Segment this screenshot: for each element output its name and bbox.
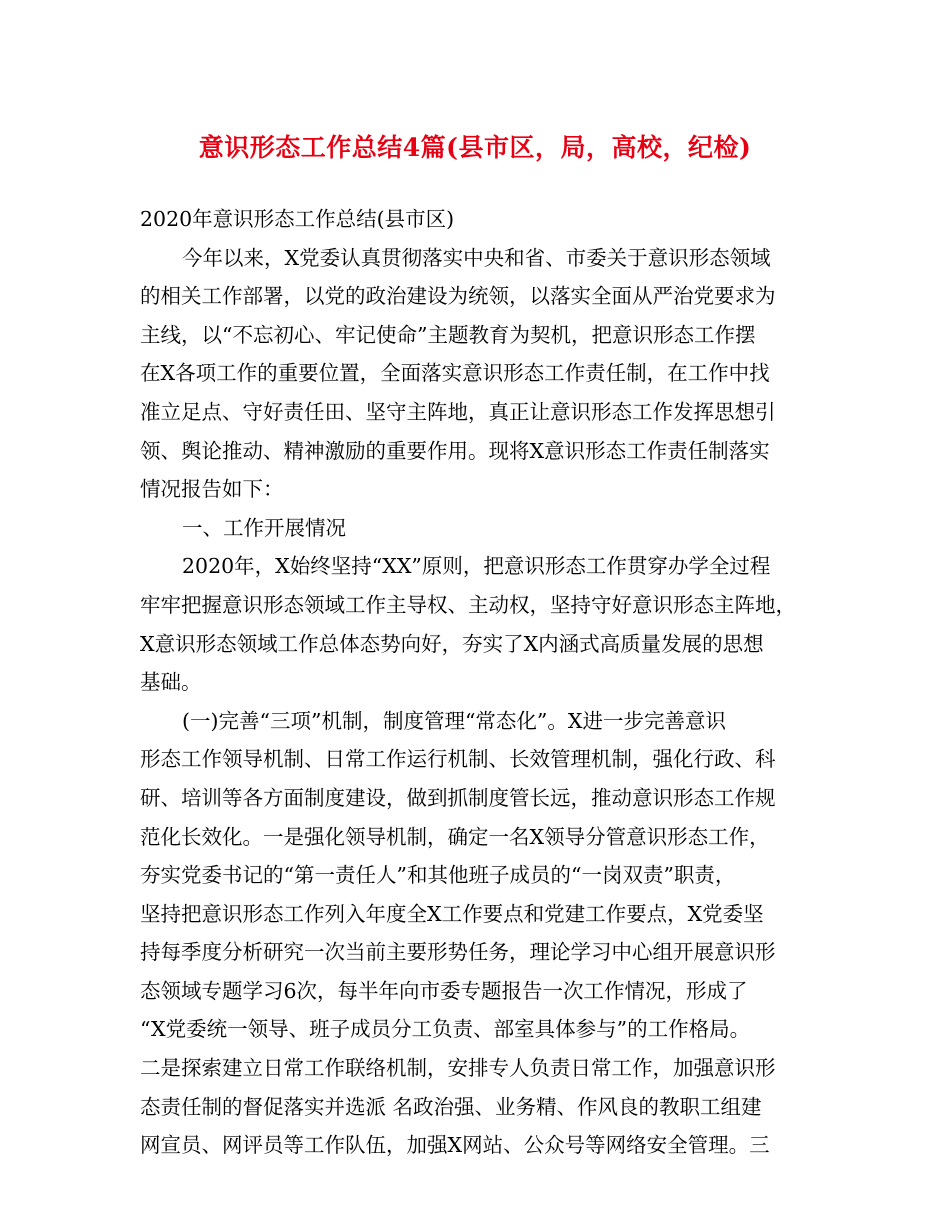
text-line: 夯实党委书记的“第一责任人”和其他班子成员的“一岗双责”职责，: [140, 863, 736, 888]
text-line: 领、舆论推动、精神激励的重要作用。现将X意识形态工作责任制落实: [140, 438, 770, 463]
text-line: 在X各项工作的重要位置，全面落实意识形态工作责任制，在工作中找: [140, 361, 770, 386]
text-line: “X党委统一领导、班子成员分工负责、部室具体参与”的工作格局。: [140, 1017, 751, 1042]
text-line: 态领域专题学习6次，每半年向市委专题报告一次工作情况，形成了: [140, 978, 748, 1003]
document-title: 意识形态工作总结4篇(县市区，局，高校，纪检): [198, 133, 752, 162]
text-line: 主线，以“不忘初心、牢记使命”主题教育为契机，把意识形态工作摆: [140, 322, 756, 347]
paragraph-intro: [140, 239, 814, 509]
text-line: 的相关工作部署，以党的政治建设为统领，以落实全面从严治党要求为: [140, 284, 776, 309]
text-line: 准立足点、守好责任田、坚守主阵地，真正让意识形态工作发挥思想引: [140, 399, 776, 424]
text-line: 持每季度分析研究一次当前主要形势任务，理论学习中心组开展意识形: [140, 940, 776, 965]
text-line: 范化长效化。一是强化领导机制，确定一名X领导分管意识形态工作，: [140, 824, 770, 849]
text-line: 牢牢把握意识形态领域工作主导权、主动权，坚持守好意识形态主阵地，: [140, 592, 796, 617]
document-subtitle: [140, 200, 814, 239]
text-line: 今年以来，X党委认真贯彻落实中央和省、市委关于意识形态领域: [182, 245, 771, 270]
paragraph-overview: [140, 547, 814, 701]
text-line: 情况报告如下：: [140, 477, 284, 502]
text-line: 形态工作领导机制、日常工作运行机制、长效管理机制，强化行政、科: [140, 747, 776, 772]
paragraph-mechanisms: [140, 702, 814, 1165]
document-body: [140, 200, 814, 1165]
section-heading: [140, 509, 814, 548]
text-line: 二是探索建立日常工作联络机制，安排专人负责日常工作，加强意识形: [140, 1056, 776, 1081]
text-line: 研、培训等各方面制度建设，做到抓制度管长远，推动意识形态工作规: [140, 785, 776, 810]
text-line: 态责任制的督促落实并选派 名政治强、业务精、作风良的教职工组建: [140, 1094, 762, 1119]
text-line: 网宣员、网评员等工作队伍，加强X网站、公众号等网络安全管理。三: [140, 1133, 770, 1158]
text-line: (一)完善“三项”机制，制度管理“常态化”。X进一步完善意识: [182, 708, 727, 733]
text-line: 坚持把意识形态工作列入年度全X工作要点和党建工作要点，X党委坚: [140, 901, 764, 926]
text-line: 一、工作开展情况: [182, 515, 346, 540]
text-line: 2020年，X始终坚持“XX”原则，把意识形态工作贯穿办学全过程: [182, 554, 771, 579]
text-line: 基础。: [140, 670, 202, 695]
text-line: X意识形态领域工作总体态势向好，夯实了X内涵式高质量发展的思想: [140, 631, 764, 656]
text-line: 2020年意识形态工作总结(县市区): [140, 207, 455, 231]
